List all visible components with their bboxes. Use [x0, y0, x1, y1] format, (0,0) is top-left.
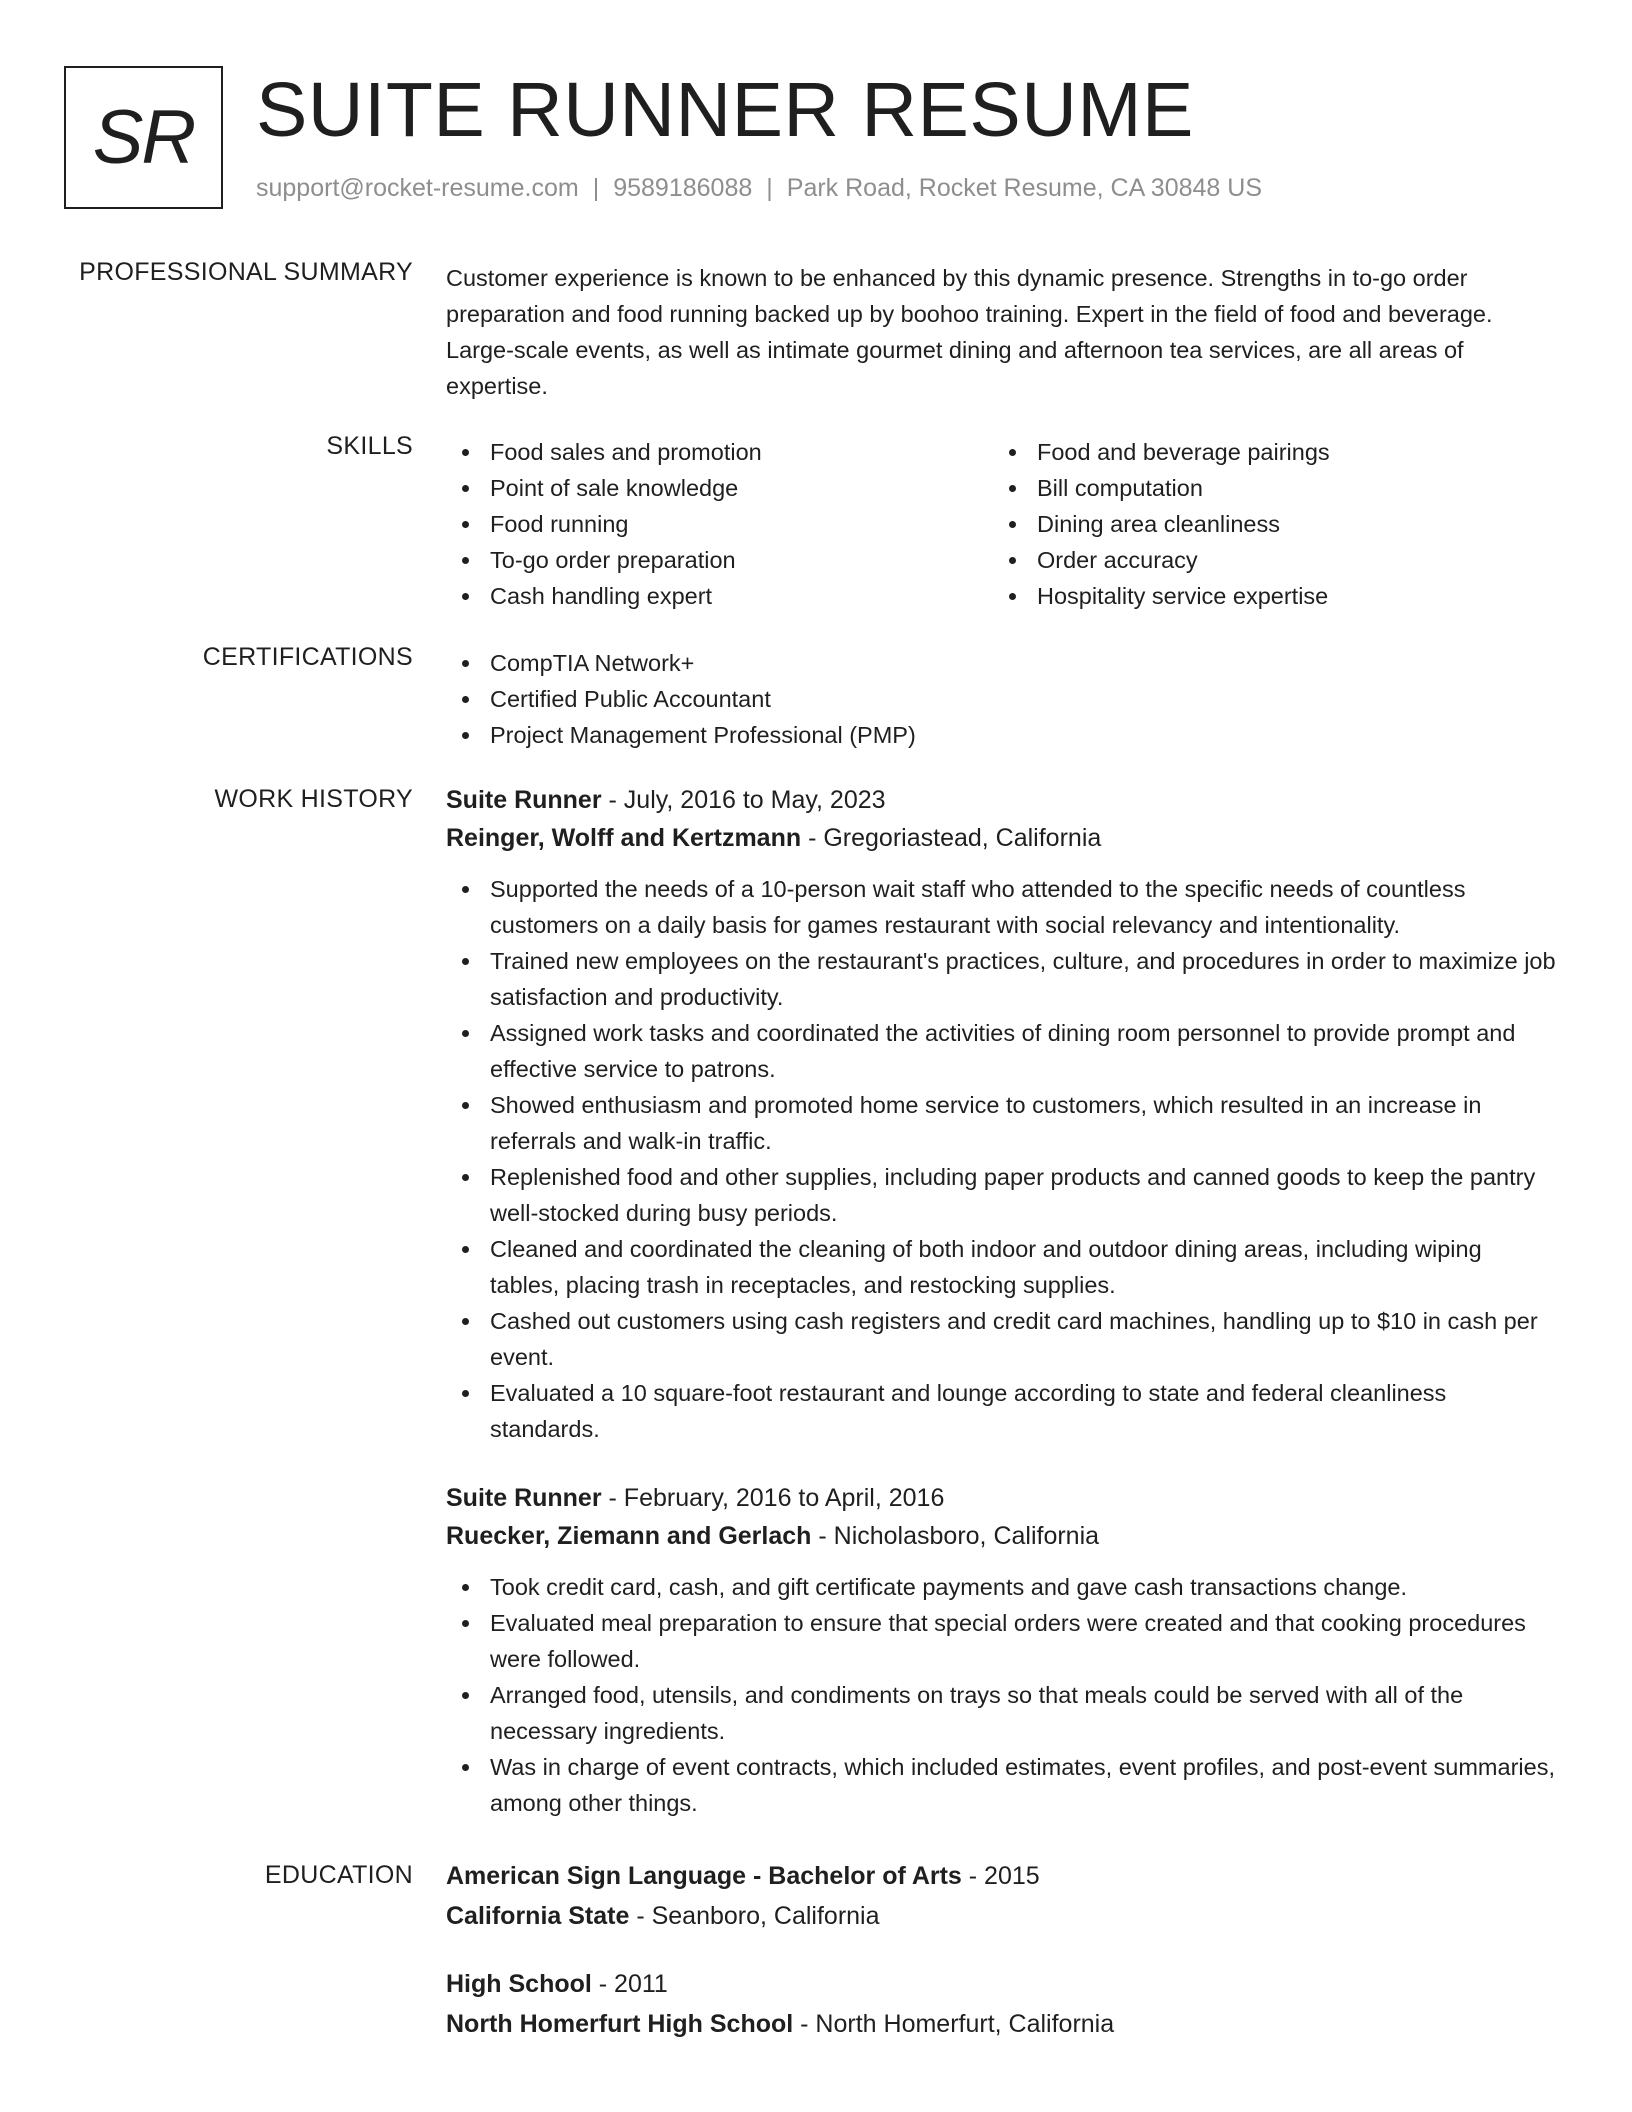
job-title: Suite Runner — [446, 786, 602, 814]
skills-body — [446, 434, 1556, 614]
job-bullet: Trained new employees on the restaurant's practices, culture, and procedures in order to maximize job satisfaction and productivity. — [446, 943, 1556, 1015]
contact-line — [256, 174, 1262, 203]
education-degree: American Sign Language - Bachelor of Arts — [446, 1862, 962, 1890]
certifications-heading: CERTIFICATIONS — [202, 643, 413, 671]
job-bullet: Took credit card, cash, and gift certificate payments and gave cash transactions change. — [446, 1569, 1556, 1605]
skill-item: Food sales and promotion — [446, 434, 993, 470]
monogram-initials: SR — [92, 94, 195, 180]
job-bullet: Evaluated a 10 square-foot restaurant and lounge according to state and federal cleanliness standards. — [446, 1375, 1556, 1447]
certification-item: Certified Public Accountant — [446, 681, 1556, 717]
skill-item: To-go order preparation — [446, 542, 993, 578]
job-location: - Gregoriastead, California — [801, 824, 1102, 852]
skill-item: Bill computation — [993, 470, 1540, 506]
job-title-line — [446, 1479, 1556, 1517]
job-company-line — [446, 1517, 1556, 1555]
education-year: - 2011 — [591, 1970, 668, 1998]
certification-item: Project Management Professional (PMP) — [446, 717, 1556, 753]
education-body — [446, 1857, 1556, 2043]
job-bullet: Evaluated meal preparation to ensure that special orders were created and that cooking procedures were followed. — [446, 1605, 1556, 1677]
certifications-body — [446, 645, 1556, 753]
job-bullet: Cleaned and coordinated the cleaning of both indoor and outdoor dining areas, including wiping tables, placing trash in receptacles, and restocking supplies. — [446, 1231, 1556, 1303]
skill-item: Food and beverage pairings — [993, 434, 1540, 470]
job-title-line — [446, 781, 1556, 819]
job-dates: - July, 2016 to May, 2023 — [601, 786, 886, 814]
skill-item: Order accuracy — [993, 542, 1540, 578]
education-school: California State — [446, 1902, 630, 1930]
contact-separator: | — [766, 174, 773, 202]
resume-header — [64, 64, 1584, 210]
skill-item: Food running — [446, 506, 993, 542]
education-year: - 2015 — [961, 1862, 1040, 1890]
summary-heading: PROFESSIONAL SUMMARY — [79, 258, 413, 286]
contact-email[interactable]: support@rocket-resume.com — [256, 174, 579, 202]
skill-item: Dining area cleanliness — [993, 506, 1540, 542]
work-history-body — [446, 781, 1556, 1821]
contact-phone[interactable]: 9589186088 — [613, 174, 753, 202]
education-degree: High School — [446, 1970, 592, 1998]
education-school-line — [446, 1897, 1556, 1935]
work-history-heading: WORK HISTORY — [214, 785, 413, 813]
skill-item: Cash handling expert — [446, 578, 993, 614]
education-school-line — [446, 2005, 1556, 2043]
job-bullet: Showed enthusiasm and promoted home service to customers, which resulted in an increase in referrals and walk-in traffic. — [446, 1087, 1556, 1159]
job-company-line — [446, 819, 1556, 857]
certifications-list — [446, 645, 1556, 753]
education-degree-line — [446, 1965, 1556, 2003]
job-bullet: Cashed out customers using cash registers and credit card machines, handling up to $10 in cash per event. — [446, 1303, 1556, 1375]
education-school: North Homerfurt High School — [446, 2010, 794, 2038]
job-bullet: Supported the needs of a 10-person wait staff who attended to the specific needs of countless customers on a daily basis for games restaurant with social relevancy and intentionality. — [446, 871, 1556, 943]
job-bullet: Assigned work tasks and coordinated the activities of dining room personnel to provide prompt and effective service to patrons. — [446, 1015, 1556, 1087]
job-bullet: Was in charge of event contracts, which included estimates, event profiles, and post-event summaries, among other things. — [446, 1749, 1556, 1821]
education-location: - North Homerfurt, California — [793, 2010, 1115, 2038]
job-company: Ruecker, Ziemann and Gerlach — [446, 1522, 812, 1550]
job-entry — [446, 781, 1556, 1447]
job-title: Suite Runner — [446, 1484, 602, 1512]
job-bullet: Replenished food and other supplies, including paper products and canned goods to keep the pantry well-stocked during busy periods. — [446, 1159, 1556, 1231]
skill-item: Point of sale knowledge — [446, 470, 993, 506]
job-location: - Nicholasboro, California — [811, 1522, 1100, 1550]
skills-heading: SKILLS — [326, 432, 413, 460]
job-dates: - February, 2016 to April, 2016 — [601, 1484, 945, 1512]
education-heading: EDUCATION — [264, 1861, 413, 1889]
skills-list — [446, 434, 1556, 614]
job-bullet-list — [446, 871, 1556, 1447]
certification-item: CompTIA Network+ — [446, 645, 1556, 681]
education-location: - Seanboro, California — [629, 1902, 880, 1930]
resume-name: SUITE RUNNER RESUME — [256, 67, 1194, 153]
education-degree-line — [446, 1857, 1556, 1895]
skill-item: Hospitality service expertise — [993, 578, 1540, 614]
education-entry — [446, 1857, 1556, 1935]
contact-separator: | — [592, 174, 600, 202]
job-bullet: Arranged food, utensils, and condiments on trays so that meals could be served with all of the necessary ingredients. — [446, 1677, 1556, 1749]
monogram-box — [64, 66, 223, 209]
job-entry — [446, 1479, 1556, 1821]
education-entry — [446, 1965, 1556, 2043]
contact-address: Park Road, Rocket Resume, CA 30848 US — [786, 174, 1262, 202]
summary-text: Customer experience is known to be enhanced by this dynamic presence. Strengths in to-go order preparation and food running backed up by boohoo training. Expert in the field of food and beverage. Large-scale events, as well as intimate gourmet dining and afternoon tea services, are all areas of expertise. — [446, 265, 1493, 399]
job-bullet-list — [446, 1569, 1556, 1821]
job-company: Reinger, Wolff and Kertzmann — [446, 824, 802, 852]
